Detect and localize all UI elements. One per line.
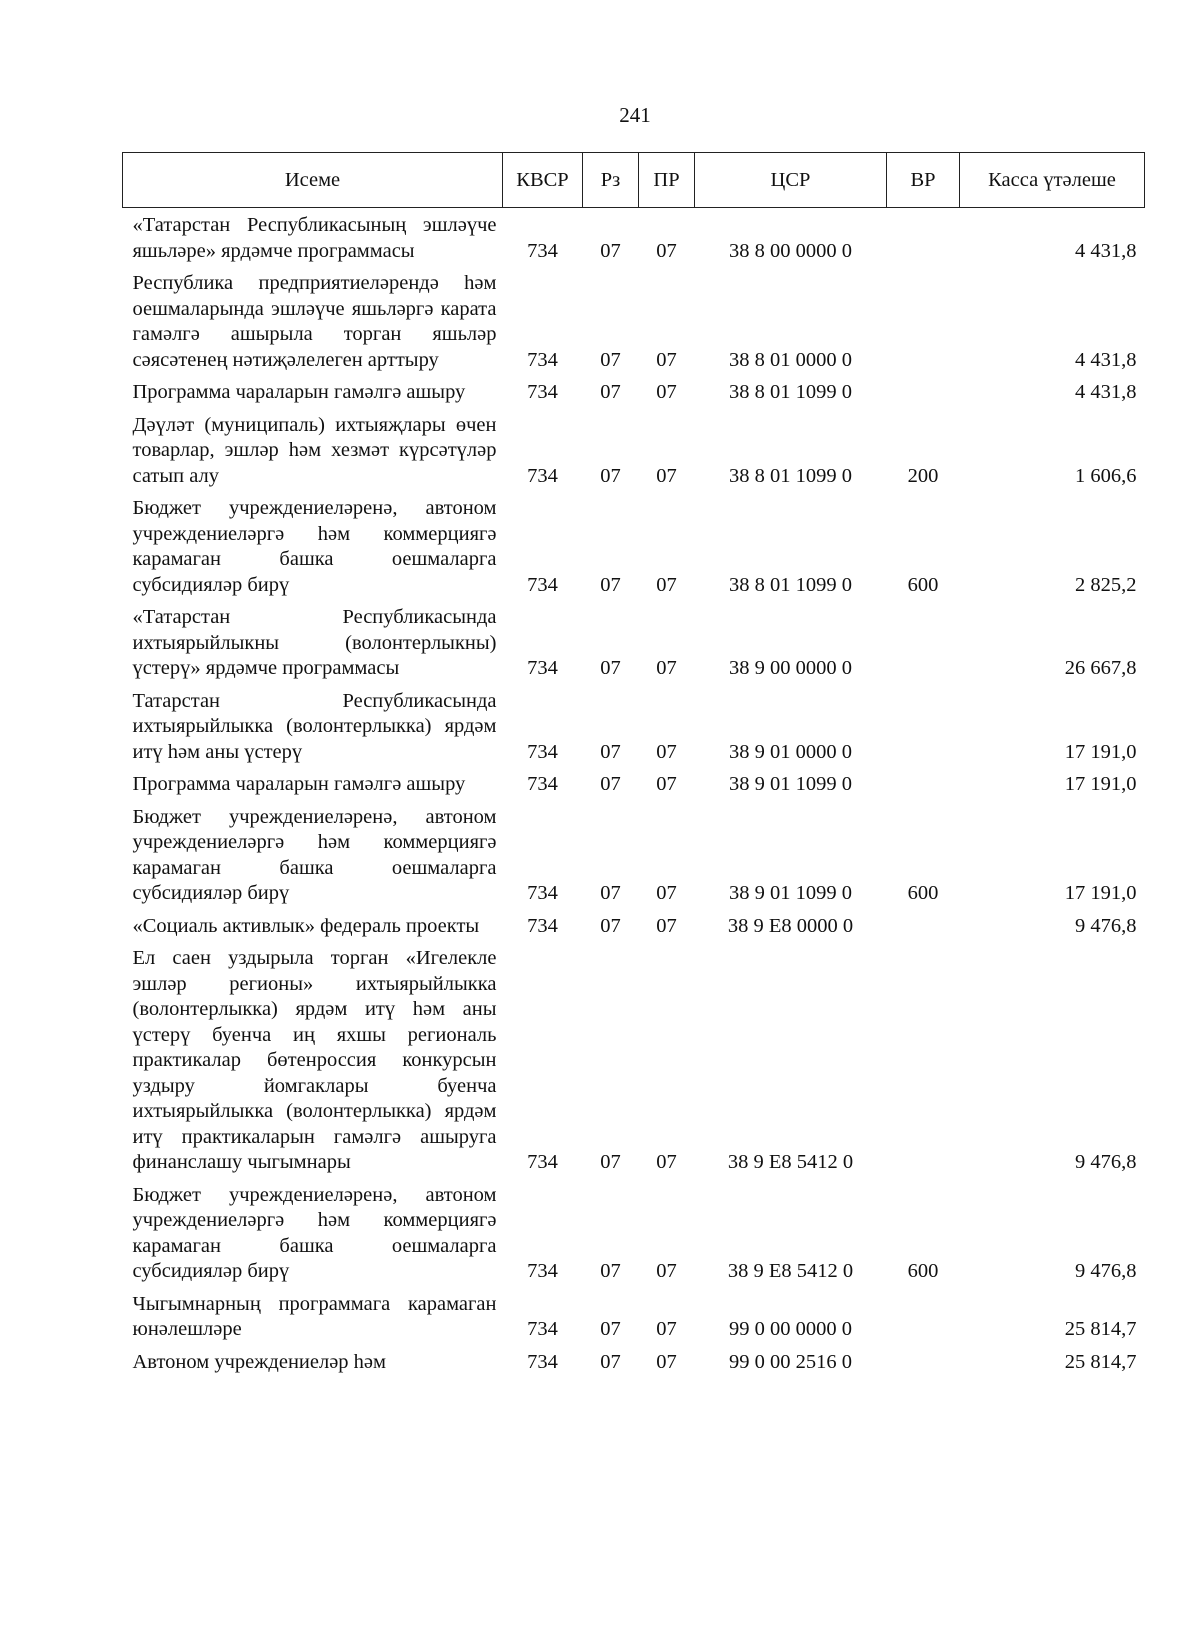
table-row [123, 684, 1145, 768]
row-amount: 17 191,0 [1064, 740, 1137, 763]
table-row [123, 1287, 1145, 1345]
row-rz: 07 [600, 381, 621, 403]
row-name: Дәүләт (муниципаль) ихтыяҗлары өчен товарлар, эшләр һәм хезмәт күрсәтүләр сатып алу [132, 413, 497, 487]
row-kvsr: 734 [527, 740, 558, 763]
row-rz: 07 [600, 464, 621, 487]
table-header [123, 153, 1145, 208]
row-name: Автоном учреждениеләр һәм [132, 1350, 387, 1373]
row-kvsr: 734 [527, 1350, 558, 1373]
row-rz: 07 [600, 1350, 621, 1373]
row-amount: 17 191,0 [1064, 882, 1137, 904]
row-name: Программа чараларын гамәлгә ашыру [132, 773, 466, 795]
header-vr: ВР [887, 153, 960, 208]
row-csr: 99 0 00 0000 0 [729, 1318, 852, 1340]
row-csr: 38 8 01 1099 0 [729, 381, 852, 403]
row-vr [887, 941, 960, 1178]
header-sum: Касса үтәлеше [960, 153, 1145, 208]
row-pr: 07 [656, 381, 677, 403]
row-name: «Социаль активлык» федераль проекты [132, 914, 480, 937]
row-rz: 07 [600, 773, 621, 795]
row-kvsr: 734 [527, 1260, 558, 1282]
row-rz: 07 [600, 657, 621, 679]
row-csr: 38 8 01 1099 0 [729, 573, 852, 596]
row-pr: 07 [656, 1350, 677, 1373]
row-vr: 600 [907, 573, 939, 596]
row-csr: 38 9 01 0000 0 [729, 740, 852, 763]
table-row [123, 491, 1145, 600]
row-amount: 9 476,8 [1075, 1151, 1137, 1173]
row-name: «Татарстан Республикасының эшләүче яшьләре» ярдәмче программасы [132, 214, 497, 262]
row-rz: 07 [600, 740, 621, 763]
header-name: Исеме [123, 153, 503, 208]
header-rz: Рз [583, 153, 639, 208]
row-pr: 07 [656, 239, 677, 262]
page-number: 241 [619, 103, 651, 127]
row-vr [887, 767, 960, 800]
row-kvsr: 734 [527, 348, 558, 371]
row-pr: 07 [656, 573, 677, 596]
row-csr: 38 9 E8 5412 0 [727, 1260, 854, 1282]
row-vr [887, 266, 960, 375]
row-rz: 07 [600, 882, 621, 904]
row-amount: 9 476,8 [1075, 914, 1137, 937]
table-row [123, 208, 1145, 267]
row-csr: 38 9 E8 0000 0 [727, 914, 854, 937]
row-vr [887, 909, 960, 942]
row-amount: 4 431,8 [1075, 239, 1137, 262]
row-name: Бюджет учреждениеләренә, автоном учреждениеләргә һәм коммерциягә карамаган башка оешмаларга субсидияләр бирү [132, 1183, 497, 1282]
row-amount: 26 667,8 [1064, 657, 1137, 679]
row-pr: 07 [656, 1318, 677, 1340]
row-amount: 4 431,8 [1075, 348, 1137, 371]
row-vr [887, 600, 960, 684]
row-csr: 99 0 00 2516 0 [729, 1350, 852, 1373]
row-pr: 07 [656, 1151, 677, 1173]
row-name: Программа чараларын гамәлгә ашыру [132, 381, 466, 403]
table-row [123, 767, 1145, 800]
row-name: Бюджет учреждениеләренә, автоном учреждениеләргә һәм коммерциягә карамаган башка оешмаларга субсидияләр бирү [132, 805, 497, 904]
table-row [123, 600, 1145, 684]
table-row [123, 800, 1145, 909]
row-name: Ел саен уздырыла торган «Игелекле эшләр регионы» ихтыярыйлыкка (волонтерлыкка) ярдәм итү һәм аны үстерү буенча иң яхшы региональ практикалар бөтенроссия конкурсын уздыру йомгаклары буенча ихтыярыйлыкка (волонтерлыкка) ярдәм итү практикаларын гамәлгә ашыруга финанслашу чыгымнары [132, 947, 497, 1173]
row-kvsr: 734 [527, 239, 558, 262]
row-kvsr: 734 [527, 882, 558, 904]
table-body [123, 208, 1145, 1378]
row-amount: 9 476,8 [1075, 1260, 1137, 1282]
row-amount: 4 431,8 [1075, 381, 1137, 403]
row-pr: 07 [656, 914, 677, 937]
table-row [123, 266, 1145, 375]
row-vr [887, 375, 960, 408]
row-csr: 38 9 01 1099 0 [729, 882, 852, 904]
row-kvsr: 734 [527, 773, 558, 795]
table-row [123, 1345, 1145, 1378]
row-amount: 17 191,0 [1064, 773, 1137, 795]
table-row [123, 408, 1145, 492]
row-csr: 38 9 E8 5412 0 [727, 1151, 854, 1173]
row-csr: 38 9 00 0000 0 [729, 657, 852, 679]
row-pr: 07 [656, 464, 677, 487]
table-row [123, 941, 1145, 1178]
row-rz: 07 [600, 239, 621, 262]
row-kvsr: 734 [527, 657, 558, 679]
row-kvsr: 734 [527, 464, 558, 487]
row-rz: 07 [600, 1151, 621, 1173]
row-rz: 07 [600, 573, 621, 596]
row-pr: 07 [656, 657, 677, 679]
row-csr: 38 9 01 1099 0 [729, 773, 852, 795]
row-amount: 25 814,7 [1064, 1350, 1137, 1373]
row-pr: 07 [656, 773, 677, 795]
header-kvsr: КВСР [503, 153, 583, 208]
row-vr: 600 [907, 1260, 939, 1282]
row-vr [887, 684, 960, 768]
row-name: «Татарстан Республикасында ихтыярыйлыкны (волонтерлыкны) үстерү» ярдәмче программасы [132, 606, 497, 679]
row-csr: 38 8 01 1099 0 [729, 464, 852, 487]
row-rz: 07 [600, 1260, 621, 1282]
row-vr: 600 [907, 882, 939, 904]
header-pr: ПР [639, 153, 695, 208]
budget-table [122, 152, 1145, 1377]
header-csr: ЦСР [695, 153, 887, 208]
row-rz: 07 [600, 914, 621, 937]
table-row [123, 1178, 1145, 1287]
row-amount: 25 814,7 [1064, 1318, 1137, 1340]
row-vr [887, 1345, 960, 1378]
row-amount: 1 606,6 [1075, 464, 1137, 487]
row-kvsr: 734 [527, 573, 558, 596]
row-pr: 07 [656, 882, 677, 904]
row-name: Татарстан Республикасында ихтыярыйлыкка (волонтерлыкка) ярдәм итү һәм аны үстерү [132, 689, 497, 763]
row-kvsr: 734 [527, 381, 558, 403]
row-kvsr: 734 [527, 1318, 558, 1340]
row-kvsr: 734 [527, 1151, 558, 1173]
row-name: Чыгымнарның программага карамаган юнәлешләре [132, 1292, 497, 1340]
row-rz: 07 [600, 1318, 621, 1340]
row-pr: 07 [656, 1260, 677, 1282]
table-row [123, 375, 1145, 408]
row-pr: 07 [656, 348, 677, 371]
row-amount: 2 825,2 [1075, 573, 1137, 596]
table-row [123, 909, 1145, 942]
row-csr: 38 8 01 0000 0 [729, 348, 852, 371]
row-rz: 07 [600, 348, 621, 371]
row-csr: 38 8 00 0000 0 [729, 239, 852, 262]
row-name: Бюджет учреждениеләренә, автоном учреждениеләргә һәм коммерциягә карамаган башка оешмаларга субсидияләр бирү [132, 497, 497, 596]
row-kvsr: 734 [527, 914, 558, 937]
row-vr: 200 [907, 464, 939, 487]
row-vr [887, 1287, 960, 1345]
row-vr [887, 208, 960, 267]
row-pr: 07 [656, 740, 677, 763]
row-name: Республика предприятиеләрендә һәм оешмаларында эшләүче яшьләргә карата гамәлгә ашырыла торган яшьләр сәясәтенең нәтиҗәлелеген арттыру [132, 272, 497, 371]
